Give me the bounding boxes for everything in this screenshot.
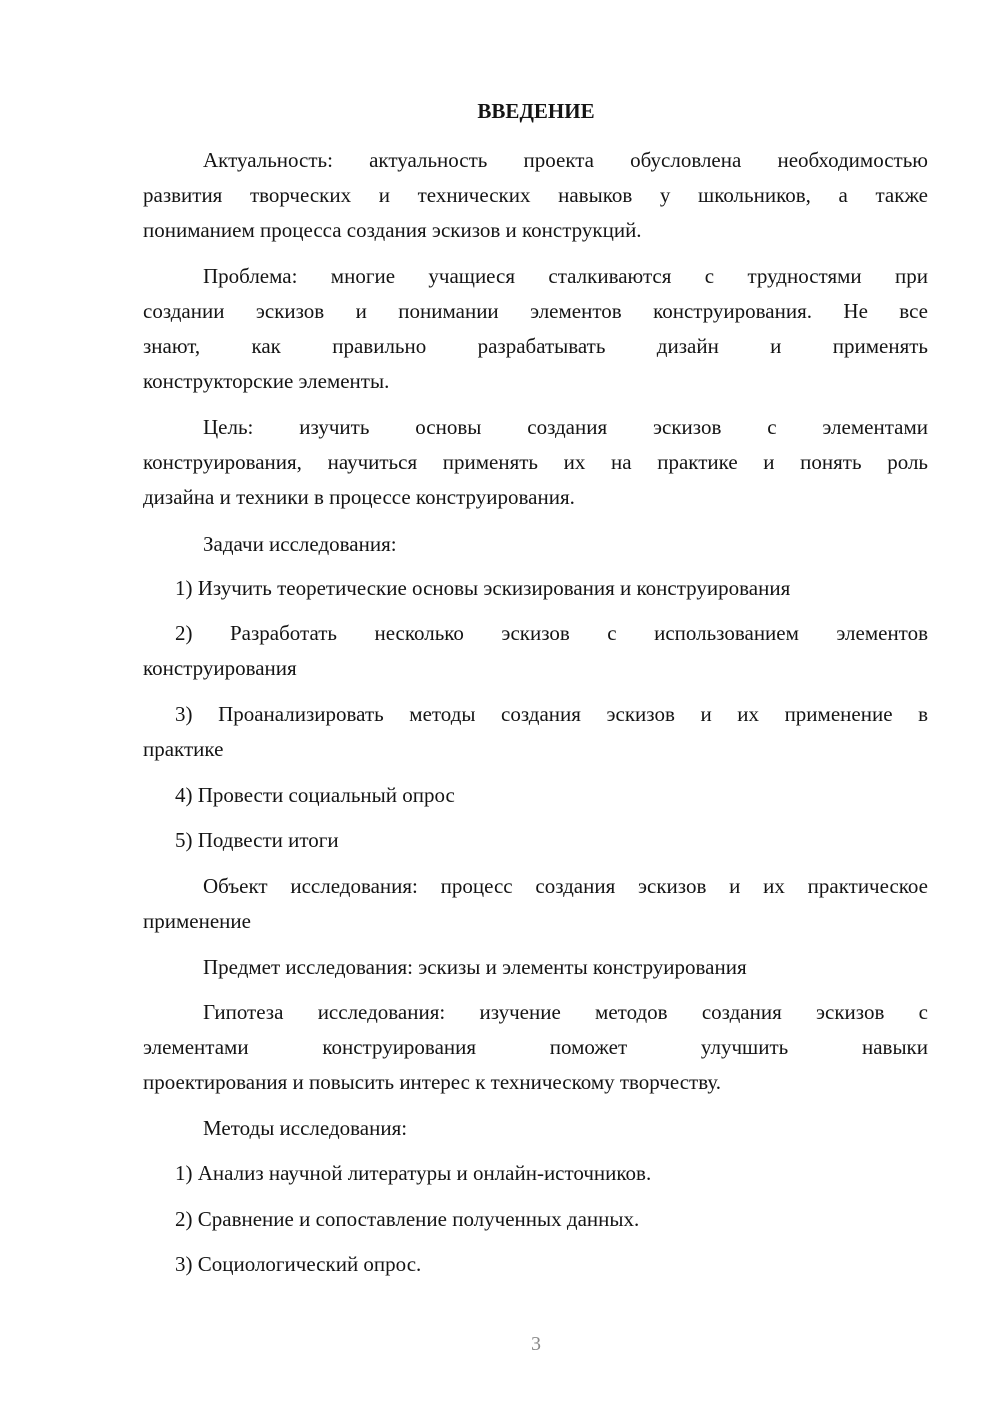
problem-line-4: конструкторские элементы. [143,369,390,393]
page-title: ВВЕДЕНИЕ [477,99,595,123]
tasks-heading: Задачи исследования: [203,532,397,556]
task-item-2-line-2: конструирования [143,656,297,680]
method-item-1: 1) Анализ научной литературы и онлайн-источников. [175,1161,652,1185]
goal-line-2: конструирования, научиться применять их на практике и понять роль [143,450,928,474]
hypothesis-line-3: проектирования и повысить интерес к техническому творчеству. [143,1070,722,1094]
problem-line-2: создании эскизов и понимании элементов конструирования. Не все [143,299,928,323]
goal-line-1: Цель: изучить основы создания эскизов с элементами [203,415,928,439]
method-item-2: 2) Сравнение и сопоставление полученных данных. [175,1207,640,1231]
problem-line-1: Проблема: многие учащиеся сталкиваются с трудностями при [203,264,928,288]
task-item-3-line-2: практике [143,737,224,761]
task-item-1: 1) Изучить теоретические основы эскизирования и конструирования [175,576,791,600]
problem-line-3: знают, как правильно разрабатывать дизайн и применять [143,334,928,358]
task-item-5: 5) Подвести итоги [175,828,339,852]
hypothesis-line-1: Гипотеза исследования: изучение методов создания эскизов с [203,1000,928,1024]
methods-heading: Методы исследования: [203,1116,408,1140]
task-item-3-line-1: 3) Проанализировать методы создания эскизов и их применение в [175,702,928,726]
relevance-line-2: развития творческих и технических навыков у школьников, а также [143,183,928,207]
object-line-2: применение [143,909,251,933]
subject-line: Предмет исследования: эскизы и элементы конструирования [203,955,747,979]
hypothesis-line-2: элементами конструирования поможет улучшить навыки [143,1035,928,1059]
relevance-line-3: пониманием процесса создания эскизов и конструкций. [143,218,642,242]
object-line-1: Объект исследования: процесс создания эскизов и их практическое [203,874,928,898]
task-item-4: 4) Провести социальный опрос [175,783,455,807]
method-item-3: 3) Социологический опрос. [175,1252,422,1276]
task-item-2-line-1: 2) Разработать несколько эскизов с использованием элементов [175,621,928,645]
goal-line-3: дизайна и техники в процессе конструирования. [143,485,575,509]
page-number: 3 [531,1333,541,1355]
relevance-line-1: Актуальность: актуальность проекта обусловлена необходимостью [203,148,928,172]
